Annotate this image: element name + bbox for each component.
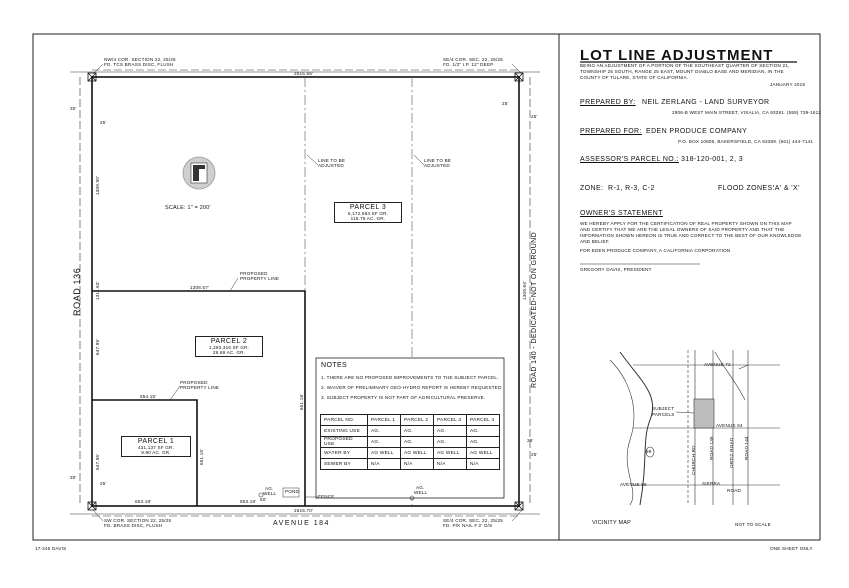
sheet-count: ONE SHEET ONLY — [770, 546, 813, 551]
note-2: 2. WAIVER OF PRELIMINARY GEO-HYDRO REPORT IS HEREBY REQUESTED — [321, 385, 502, 390]
table-cell: EXISTING USE — [321, 426, 368, 437]
table-cell: SEWER BY — [321, 459, 368, 470]
proposed-line-2b: PROPERTY LINE — [240, 276, 280, 281]
owner-statement-line: FOR EDEN PRODUCE COMPANY, A CALIFORNIA CORPORATION — [580, 248, 731, 253]
owner-statement-line: WE HEREBY APPLY FOR THE CERTIFICATION OF REAL PROPERTY SHOWN ON THIS MAP — [580, 221, 792, 226]
corner-ne-label: SE/4 COR. SEC. 22, 25/25 — [443, 57, 503, 62]
description-line-1: BEING AN ADJUSTMENT OF A PORTION OF THE SOUTHEAST QUARTER OF SECTION 21, — [580, 63, 790, 68]
corner-sw-detail: FD. BRASS DISC, FLUSH — [104, 523, 163, 528]
vicinity-avenue-56: AVENUE 56 — [620, 482, 647, 487]
table-row — [321, 437, 500, 448]
description-line-3: COUNTY OF TULARE, STATE OF CALIFORNIA. — [580, 75, 689, 80]
notes-heading: NOTES — [321, 362, 348, 369]
prepared-by-address: 2906-B WEST MAIN STREET, VISALIA, CA 93291. (559) 739-1612 — [672, 110, 822, 115]
dim-30-top-left: 30' — [70, 106, 77, 111]
prepared-for-name: EDEN PRODUCE COMPANY — [646, 128, 748, 135]
corner-nw-detail: FD. TCS BRASS DISC, FLUSH — [104, 62, 174, 67]
parcel-1-box — [121, 436, 191, 457]
vicinity-ortiz-road: ORTIZ ROAD — [729, 437, 734, 468]
line-to-be-adjusted-2: LINE TO BE — [424, 158, 452, 163]
dim-left-lower: 647.95' — [95, 338, 100, 355]
dim-25-bottom-left: 25' — [100, 481, 107, 486]
ag-well-1b: WELL — [263, 491, 277, 496]
corner-se-label: SE/4 COR. SEC. 22, 25/25 — [443, 518, 503, 523]
vicinity-road: ROAD — [727, 488, 742, 493]
dim-right-upper: 1309.64' — [522, 280, 527, 300]
table-cell: AG. — [401, 437, 434, 448]
table-cell: AG. — [434, 426, 467, 437]
table-cell: AG WELL — [401, 448, 434, 459]
table-cell: N/A — [467, 459, 500, 470]
dim-25-top-right-2: 25' — [531, 114, 538, 119]
apn-label: ASSESSOR'S PARCEL NO.: — [580, 156, 679, 163]
table-cell: AG WELL — [368, 448, 401, 459]
table-row — [321, 448, 500, 459]
parcel-1-name: PARCEL 1 — [137, 438, 175, 445]
parcel-2-line — [92, 291, 305, 506]
pond-label: POND — [285, 489, 300, 494]
proposed-line-2: PROPOSED — [240, 271, 268, 276]
prepared-for-address: P.O. BOX 10806, BAKERSFIELD, CA 93389. (661) 444-7141 — [678, 139, 814, 144]
dim-25-bottom-right-2: 25' — [531, 452, 538, 457]
road-136-label: ROAD 136 — [72, 267, 82, 316]
road-140-label: ROAD 140 - DEDICATED-NOT ON GROUND — [531, 231, 538, 388]
table-cell: N/A — [434, 459, 467, 470]
table-cell: AG. — [434, 437, 467, 448]
parcel-2-ac: 29.69 AC. GR. — [212, 350, 246, 355]
owner-statement-line: AND CERTIFY THAT WE ARE THE LEGAL OWNERS OF SAID PROPERTY AND THAT THE — [580, 227, 785, 232]
sheet-date: JANUARY 2019 — [770, 82, 806, 87]
map-scale: SCALE: 1" = 200' — [165, 205, 211, 211]
table-header-cell: PARCEL 3 — [434, 415, 467, 426]
dim-parcel2-bottom: 653.18' — [240, 499, 257, 504]
proposed-line-1: PROPOSED — [180, 380, 208, 385]
table-header-cell: PARCEL 4 — [467, 415, 500, 426]
vicinity-avenue-72: AVENUE 72 — [704, 362, 731, 367]
proposed-line-1b: PROPERTY LINE — [180, 385, 220, 390]
table-header-row — [321, 415, 500, 426]
dim-25-bottom-right: 25' — [527, 438, 534, 443]
table-cell: AG. — [467, 437, 500, 448]
zone-label: ZONE: — [580, 185, 604, 192]
north-arrow-icon — [183, 157, 215, 189]
table-cell: AG. — [368, 426, 401, 437]
table-header-cell: PARCEL 1 — [368, 415, 401, 426]
table-cell: PROPOSED USE — [321, 437, 368, 448]
note-3: 3. SUBJECT PROPERTY IS NOT PART OF AGRICULTURAL PRESERVE. — [321, 395, 486, 400]
vicinity-church-rd: CHURCH RD. — [691, 443, 696, 475]
parcel-3-sf: 5,172,584 SF GR. — [347, 211, 389, 216]
ag-well-1: AG. — [265, 486, 274, 491]
dim-50: 50' — [260, 497, 267, 502]
avenue-184-label: AVENUE 184 — [273, 520, 330, 527]
note-1: 1. THERE ARE NO PROPOSED IMPROVEMENTS TO THE SUBJECT PARCEL. — [321, 375, 499, 380]
dim-30-bottom-left: 30' — [70, 475, 77, 480]
prepared-by-name: NEIL ZERLANG - LAND SURVEYOR — [642, 99, 770, 106]
parcel-1-ac: 9.90 AC. GR. — [141, 450, 171, 455]
table-row — [321, 426, 500, 437]
vicinity-road-144: ROAD 144 — [744, 436, 749, 460]
corner-se-detail: FD. P/K NAIL # 2' O/S — [443, 523, 493, 528]
dim-parcel1-right: 651.15' — [199, 448, 204, 465]
table-cell: AG. — [401, 426, 434, 437]
vicinity-not-to-scale: NOT TO SCALE — [735, 522, 771, 527]
prepared-by-label: PREPARED BY: — [580, 99, 636, 106]
zone-value: R-1, R-3, C-2 — [608, 185, 655, 192]
dim-25-top-right: 25' — [502, 101, 509, 106]
prepared-for-label: PREPARED FOR: — [580, 128, 642, 135]
dim-left-upper: 1309.90' — [95, 175, 100, 195]
dim-parcel2-top: 1308.57' — [190, 285, 210, 290]
corner-nw-label: NW/4 COR. SECTION 22, 25/25 — [104, 57, 176, 62]
parcel-2-sf: 1,293,316 SF GR. — [208, 345, 250, 350]
owner-statement-line: INFORMATION SHOWN HEREON IS TRUE AND CORRECT TO THE BEST OF OUR KNOWLEDGE — [580, 233, 802, 238]
line-to-be-adjusted-2b: ADJUSTED — [424, 163, 450, 168]
parcel-1-sf: 431,137 SF GR. — [138, 445, 174, 450]
table-row — [321, 459, 500, 470]
table-cell: AG. — [467, 426, 500, 437]
parcel-2-box — [195, 336, 263, 357]
table-cell: N/A — [368, 459, 401, 470]
vicinity-road-136: ROAD 136 — [709, 436, 714, 460]
table-cell: AG WELL — [467, 448, 500, 459]
table-cell: N/A — [401, 459, 434, 470]
line-to-be-adjusted-1b: ADJUSTED — [318, 163, 344, 168]
dim-parcel1-bottom: 653.18' — [135, 499, 152, 504]
dim-left-mid: 1311.63' — [95, 281, 100, 300]
line-to-be-adjusted-1: LINE TO BE — [318, 158, 346, 163]
dim-parcel2-right: 651.16' — [299, 393, 304, 410]
table-header-cell: PARCEL NO. — [321, 415, 368, 426]
table-cell: AG. — [368, 437, 401, 448]
parcel-3-ac: 118.75 AC. GR. — [350, 216, 386, 221]
owner-statement-heading: OWNER'S STATEMENT — [580, 210, 663, 217]
corner-ne-detail: FD. 1/2" I.P. 12" DEEP — [443, 62, 494, 67]
job-number: 17-245 DAVIS — [35, 546, 67, 551]
vicinity-highway-99: 99 — [646, 449, 652, 454]
dim-parcel1-top: 654.15' — [140, 394, 157, 399]
signer-name: GREGORY DAVIS, PRESIDENT — [580, 267, 652, 272]
fence-label: FENCE — [318, 494, 335, 499]
table-cell: WATER BY — [321, 448, 368, 459]
vicinity-parcels: PARCELS — [652, 412, 675, 417]
dim-25-top-left: 25' — [100, 120, 107, 125]
ag-well-2b: WELL — [414, 490, 428, 495]
parcel-2-name: PARCEL 2 — [210, 338, 248, 345]
corner-sw-label: SW COR. SECTION 22, 25/25 — [104, 518, 172, 523]
apn-value: 318-120-001, 2, 3 — [681, 156, 744, 163]
vicinity-sierra: SIERRA — [702, 481, 721, 486]
vicinity-map-title: VICINITY MAP — [592, 520, 631, 526]
table-header-cell: PARCEL 2 — [401, 415, 434, 426]
table-cell: AG WELL — [434, 448, 467, 459]
owner-statement-line: AND BELIEF. — [580, 239, 610, 244]
ag-well-2: AG. — [416, 485, 425, 490]
dim-left-parcel1: 647.95' — [95, 453, 100, 470]
vicinity-subject: SUBJECT — [652, 406, 675, 411]
dim-bottom: 2615.70' — [294, 508, 314, 513]
subject-parcels-shade — [694, 399, 714, 428]
parcel-3-box — [334, 202, 402, 223]
dim-top: 2615.56' — [294, 71, 314, 76]
land-use-table — [320, 414, 500, 470]
sheet-title: LOT LINE ADJUSTMENT — [580, 47, 774, 64]
flood-zones-value: 'A' & 'X' — [773, 185, 800, 192]
flood-zones-label: FLOOD ZONES: — [718, 185, 775, 192]
vicinity-avenue-64: AVENUE 64 — [716, 423, 743, 428]
description-line-2: TOWNSHIP 25 SOUTH, RANGE 25 EAST, MOUNT DIABLO BASE AND MERIDIAN, IN THE — [580, 69, 784, 74]
parcel-3-name: PARCEL 3 — [349, 204, 387, 211]
